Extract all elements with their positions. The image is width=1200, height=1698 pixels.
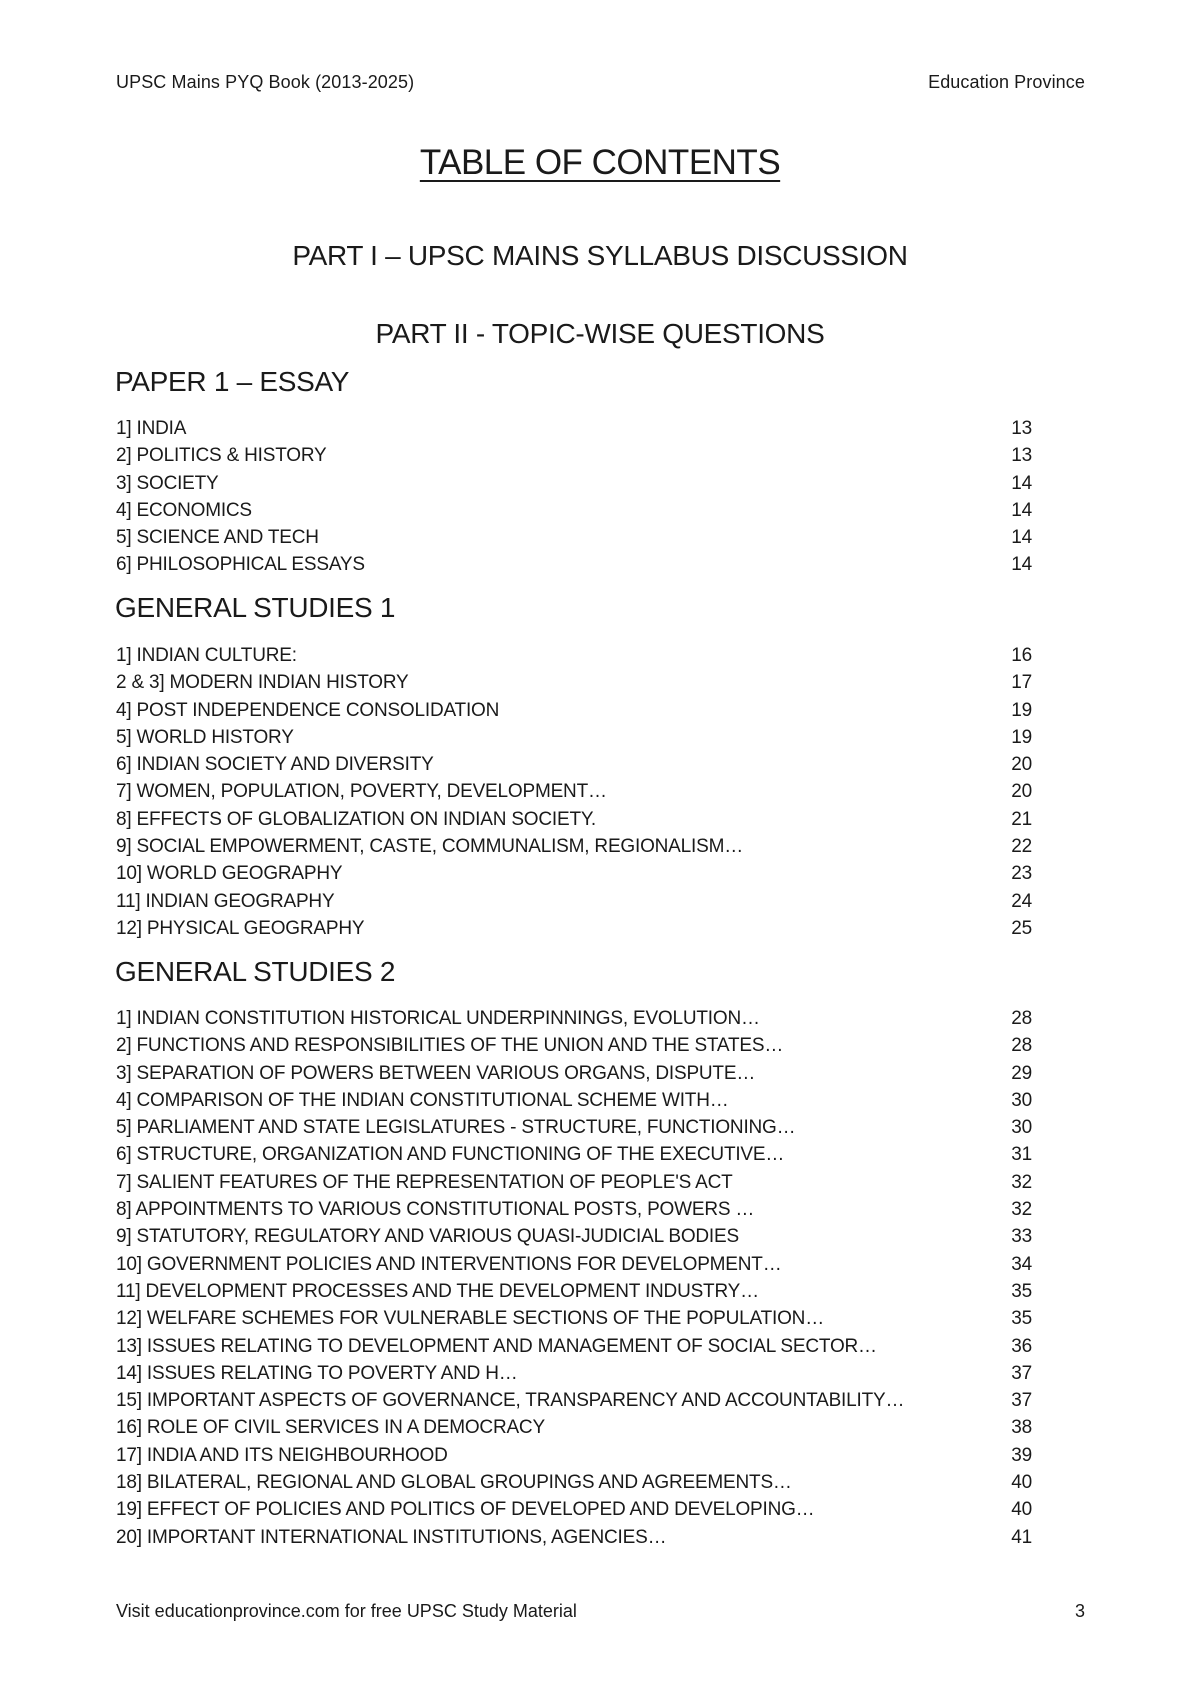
running-footer — [116, 1601, 1085, 1622]
toc-entry-title: 1] INDIAN CULTURE: — [116, 645, 297, 666]
toc-entry-title: 6] INDIAN SOCIETY AND DIVERSITY — [116, 754, 434, 776]
toc-entry-title: 5] SCIENCE AND TECH — [116, 527, 319, 549]
toc-entry[interactable] — [116, 524, 1032, 551]
toc-entry-page: 20 — [1011, 781, 1032, 803]
toc-entry-title: 8] APPOINTMENTS TO VARIOUS CONSTITUTIONAL POSTS, POWERS … — [116, 1199, 755, 1221]
section-heading-gs2: GENERAL STUDIES 2 — [115, 956, 396, 987]
toc-entry[interactable] — [116, 1278, 1032, 1305]
toc-entry-page: 30 — [1011, 1117, 1032, 1139]
toc-entry-page: 16 — [1011, 645, 1032, 666]
toc-entry-page: 24 — [1011, 890, 1032, 912]
toc-entry-title: 10] WORLD GEOGRAPHY — [116, 863, 343, 885]
toc-entry[interactable] — [116, 1333, 1032, 1360]
toc-entry-page: 29 — [1011, 1062, 1032, 1084]
book-title: UPSC Mains PYQ Book (2013-2025) — [116, 72, 415, 92]
toc-entry-title: 19] EFFECT OF POLICIES AND POLITICS OF DEVELOPED AND DEVELOPING… — [116, 1499, 815, 1521]
toc-entry-title: 15] IMPORTANT ASPECTS OF GOVERNANCE, TRANSPARENCY AND ACCOUNTABILITY… — [116, 1390, 905, 1412]
page-title: TABLE OF CONTENTS — [419, 143, 781, 182]
toc-entry[interactable] — [116, 415, 1032, 442]
toc-entry[interactable] — [116, 1387, 1032, 1414]
toc-entry-page: 40 — [1011, 1499, 1032, 1521]
toc-entry-page: 32 — [1011, 1199, 1032, 1221]
toc-entry-page: 35 — [1011, 1308, 1032, 1330]
toc-entry[interactable] — [116, 1496, 1032, 1523]
toc-entry-page: 40 — [1011, 1472, 1032, 1494]
toc-entry[interactable] — [116, 1060, 1032, 1087]
toc-entry[interactable] — [116, 551, 1032, 578]
toc-entry[interactable] — [116, 1524, 1032, 1551]
toc-entry[interactable] — [116, 1414, 1032, 1441]
toc-list-essay — [116, 415, 1032, 579]
toc-entry-title: 10] GOVERNMENT POLICIES AND INTERVENTIONS FOR DEVELOPMENT… — [116, 1253, 782, 1275]
toc-entry-page: 35 — [1011, 1280, 1032, 1302]
toc-entry-title: 2 & 3] MODERN INDIAN HISTORY — [116, 672, 409, 694]
toc-entry[interactable] — [116, 1032, 1032, 1059]
toc-entry-title: 12] WELFARE SCHEMES FOR VULNERABLE SECTIONS OF THE POPULATION… — [116, 1308, 824, 1330]
toc-entry[interactable] — [116, 1196, 1032, 1223]
toc-entry-title: 4] COMPARISON OF THE INDIAN CONSTITUTIONAL SCHEME WITH… — [116, 1089, 729, 1111]
toc-entry-page: 14 — [1011, 472, 1032, 494]
toc-list-gs1 — [116, 642, 1032, 942]
toc-entry-title: 3] SEPARATION OF POWERS BETWEEN VARIOUS ORGANS, DISPUTE… — [116, 1062, 756, 1084]
toc-entry-page: 23 — [1011, 863, 1032, 885]
toc-entry-page: 14 — [1011, 527, 1032, 549]
toc-entry-page: 32 — [1011, 1171, 1032, 1193]
toc-entry-page: 25 — [1011, 917, 1032, 939]
toc-entry-title: 17] INDIA AND ITS NEIGHBOURHOOD — [116, 1444, 448, 1466]
toc-entry-page: 39 — [1011, 1444, 1032, 1466]
toc-entry-page: 34 — [1011, 1253, 1032, 1275]
toc-entry-page: 37 — [1011, 1362, 1032, 1384]
toc-entry[interactable] — [116, 833, 1032, 860]
toc-entry-title: 4] POST INDEPENDENCE CONSOLIDATION — [116, 699, 500, 721]
toc-entry-title: 4] ECONOMICS — [116, 499, 252, 521]
toc-entry-page: 13 — [1011, 418, 1032, 439]
toc-entry-title: 16] ROLE OF CIVIL SERVICES IN A DEMOCRACY — [116, 1417, 545, 1439]
toc-entry-title: 14] ISSUES RELATING TO POVERTY AND H… — [116, 1362, 518, 1384]
toc-entry[interactable] — [116, 1469, 1032, 1496]
toc-entry-page: 38 — [1011, 1417, 1032, 1439]
toc-entry[interactable] — [116, 1223, 1032, 1250]
toc-entry-title: 9] SOCIAL EMPOWERMENT, CASTE, COMMUNALISM, REGIONALISM… — [116, 836, 743, 858]
toc-entry-title: 1] INDIAN CONSTITUTION HISTORICAL UNDERPINNINGS, EVOLUTION… — [116, 1008, 760, 1029]
toc-entry[interactable] — [116, 915, 1032, 942]
toc-entry[interactable] — [116, 1005, 1032, 1032]
toc-entry-title: 11] DEVELOPMENT PROCESSES AND THE DEVELOPMENT INDUSTRY… — [116, 1280, 759, 1302]
toc-entry-title: 8] EFFECTS OF GLOBALIZATION ON INDIAN SOCIETY. — [116, 808, 596, 830]
toc-entry-title: 7] SALIENT FEATURES OF THE REPRESENTATION OF PEOPLE'S ACT — [116, 1171, 733, 1193]
toc-entry-page: 36 — [1011, 1335, 1032, 1357]
toc-list-gs2 — [116, 1005, 1032, 1551]
toc-entry-page: 30 — [1011, 1089, 1032, 1111]
toc-entry-page: 41 — [1011, 1526, 1032, 1548]
toc-entry-page: 20 — [1011, 754, 1032, 776]
toc-entry[interactable] — [116, 1305, 1032, 1332]
part-heading-1: PART I – UPSC MAINS SYLLABUS DISCUSSION — [292, 240, 908, 271]
toc-entry[interactable] — [116, 442, 1032, 469]
toc-entry-page: 31 — [1011, 1144, 1032, 1166]
toc-entry-page: 33 — [1011, 1226, 1032, 1248]
toc-entry-title: 20] IMPORTANT INTERNATIONAL INSTITUTIONS, AGENCIES… — [116, 1526, 667, 1548]
toc-entry-page: 13 — [1011, 445, 1032, 467]
toc-entry[interactable] — [116, 806, 1032, 833]
publisher-name: Education Province — [928, 72, 1085, 92]
toc-entry-page: 19 — [1011, 726, 1032, 748]
toc-entry[interactable] — [116, 1360, 1032, 1387]
toc-entry[interactable] — [116, 860, 1032, 887]
toc-entry-title: 6] STRUCTURE, ORGANIZATION AND FUNCTIONING OF THE EXECUTIVE… — [116, 1144, 785, 1166]
toc-entry[interactable] — [116, 1251, 1032, 1278]
toc-entry-title: 3] SOCIETY — [116, 472, 219, 494]
toc-entry-title: 5] WORLD HISTORY — [116, 726, 294, 748]
toc-entry-title: 18] BILATERAL, REGIONAL AND GLOBAL GROUPINGS AND AGREEMENTS… — [116, 1472, 792, 1494]
toc-entry[interactable] — [116, 1141, 1032, 1168]
toc-entry-page: 14 — [1011, 554, 1032, 576]
toc-entry-title: 2] FUNCTIONS AND RESPONSIBILITIES OF THE UNION AND THE STATES… — [116, 1035, 784, 1057]
toc-entry[interactable] — [116, 1114, 1032, 1141]
toc-entry-title: 7] WOMEN, POPULATION, POVERTY, DEVELOPMENT… — [116, 781, 607, 803]
toc-entry[interactable] — [116, 642, 1032, 669]
section-heading-gs1: GENERAL STUDIES 1 — [115, 592, 396, 623]
toc-entry[interactable] — [116, 888, 1032, 915]
toc-entry-title: 1] INDIA — [116, 418, 187, 439]
toc-entry-page: 17 — [1011, 672, 1032, 694]
running-header — [116, 72, 1085, 93]
toc-entry-title: 13] ISSUES RELATING TO DEVELOPMENT AND MANAGEMENT OF SOCIAL SECTOR… — [116, 1335, 877, 1357]
toc-entry-page: 22 — [1011, 836, 1032, 858]
page-number: 3 — [1074, 1601, 1085, 1621]
toc-entry[interactable] — [116, 778, 1032, 805]
toc-entry[interactable] — [116, 669, 1032, 696]
toc-entry[interactable] — [116, 751, 1032, 778]
section-heading-essay: PAPER 1 – ESSAY — [115, 366, 350, 397]
toc-entry[interactable] — [116, 470, 1032, 497]
toc-entry[interactable] — [116, 697, 1032, 724]
toc-entry[interactable] — [116, 497, 1032, 524]
toc-entry[interactable] — [116, 1169, 1032, 1196]
toc-entry[interactable] — [116, 1442, 1032, 1469]
toc-entry[interactable] — [116, 1087, 1032, 1114]
toc-entry[interactable] — [116, 724, 1032, 751]
toc-entry-title: 6] PHILOSOPHICAL ESSAYS — [116, 554, 365, 576]
toc-entry-title: 12] PHYSICAL GEOGRAPHY — [116, 917, 365, 939]
toc-entry-page: 28 — [1011, 1035, 1032, 1057]
footer-note: Visit educationprovince.com for free UPSC Study Material — [116, 1601, 577, 1621]
part-heading-2: PART II - TOPIC-WISE QUESTIONS — [375, 318, 825, 349]
toc-entry-page: 14 — [1011, 499, 1032, 521]
toc-entry-title: 5] PARLIAMENT AND STATE LEGISLATURES - STRUCTURE, FUNCTIONING… — [116, 1117, 796, 1139]
toc-entry-title: 11] INDIAN GEOGRAPHY — [116, 890, 335, 912]
toc-entry-page: 37 — [1011, 1390, 1032, 1412]
toc-entry-page: 19 — [1011, 699, 1032, 721]
toc-entry-title: 2] POLITICS & HISTORY — [116, 445, 327, 467]
toc-entry-title: 9] STATUTORY, REGULATORY AND VARIOUS QUASI-JUDICIAL BODIES — [116, 1226, 739, 1248]
toc-entry-page: 28 — [1011, 1008, 1032, 1029]
toc-entry-page: 21 — [1011, 808, 1032, 830]
